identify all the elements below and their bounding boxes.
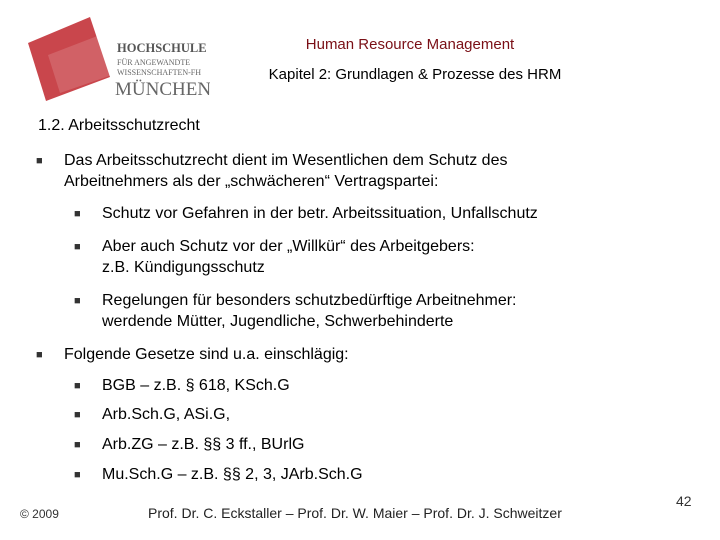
- header-title: Human Resource Management: [305, 36, 515, 53]
- university-logo: [20, 15, 210, 105]
- bullet-square-icon: ■: [74, 295, 81, 307]
- bullet-line: Arbeitnehmers als der „schwächeren“ Vertragspartei:: [64, 173, 439, 190]
- bullet-square-icon: ■: [74, 409, 81, 421]
- footer-copyright: © 2009: [20, 507, 59, 521]
- bullet-line: z.B. Kündigungsschutz: [102, 259, 265, 276]
- bullet-line: Schutz vor Gefahren in der betr. Arbeitssituation, Unfallschutz: [102, 205, 538, 222]
- logo-line2: FÜR ANGEWANDTE: [117, 58, 191, 67]
- bullet-line: BGB – z.B. § 618, KSch.G: [102, 377, 290, 394]
- footer-authors: Prof. Dr. C. Eckstaller – Prof. Dr. W. Maier – Prof. Dr. J. Schweitzer: [148, 505, 562, 521]
- bullet-line: Arb.ZG – z.B. §§ 3 ff., BUrlG: [102, 436, 305, 453]
- bullet-square-icon: ■: [36, 349, 43, 361]
- logo-line4: MÜNCHEN: [115, 79, 210, 100]
- bullet-square-icon: ■: [36, 155, 43, 167]
- bullet-line: Das Arbeitsschutzrecht dient im Wesentlichen dem Schutz des: [64, 152, 508, 169]
- bullet-line: Folgende Gesetze sind u.a. einschlägig:: [64, 346, 349, 363]
- bullet-square-icon: ■: [74, 208, 81, 220]
- bullet-line: Regelungen für besonders schutzbedürftige Arbeitnehmer:: [102, 292, 517, 309]
- bullet-line: Aber auch Schutz vor der „Willkür“ des Arbeitgebers:: [102, 238, 475, 255]
- bullet-square-icon: ■: [74, 380, 81, 392]
- bullet-line: Mu.Sch.G – z.B. §§ 2, 3, JArb.Sch.G: [102, 466, 363, 483]
- section-title: 1.2. Arbeitsschutzrecht: [38, 117, 200, 134]
- page-number: 42: [676, 493, 692, 509]
- bullet-square-icon: ■: [74, 241, 81, 253]
- header-subtitle: Kapitel 2: Grundlagen & Prozesse des HRM: [268, 66, 562, 83]
- logo-line1: HOCHSCHULE: [117, 41, 207, 55]
- bullet-square-icon: ■: [74, 469, 81, 481]
- logo-line3: WISSENSCHAFTEN-FH: [117, 68, 202, 77]
- bullet-line: werdende Mütter, Jugendliche, Schwerbehinderte: [102, 313, 454, 330]
- bullet-line: Arb.Sch.G, ASi.G,: [102, 406, 231, 423]
- bullet-square-icon: ■: [74, 439, 81, 451]
